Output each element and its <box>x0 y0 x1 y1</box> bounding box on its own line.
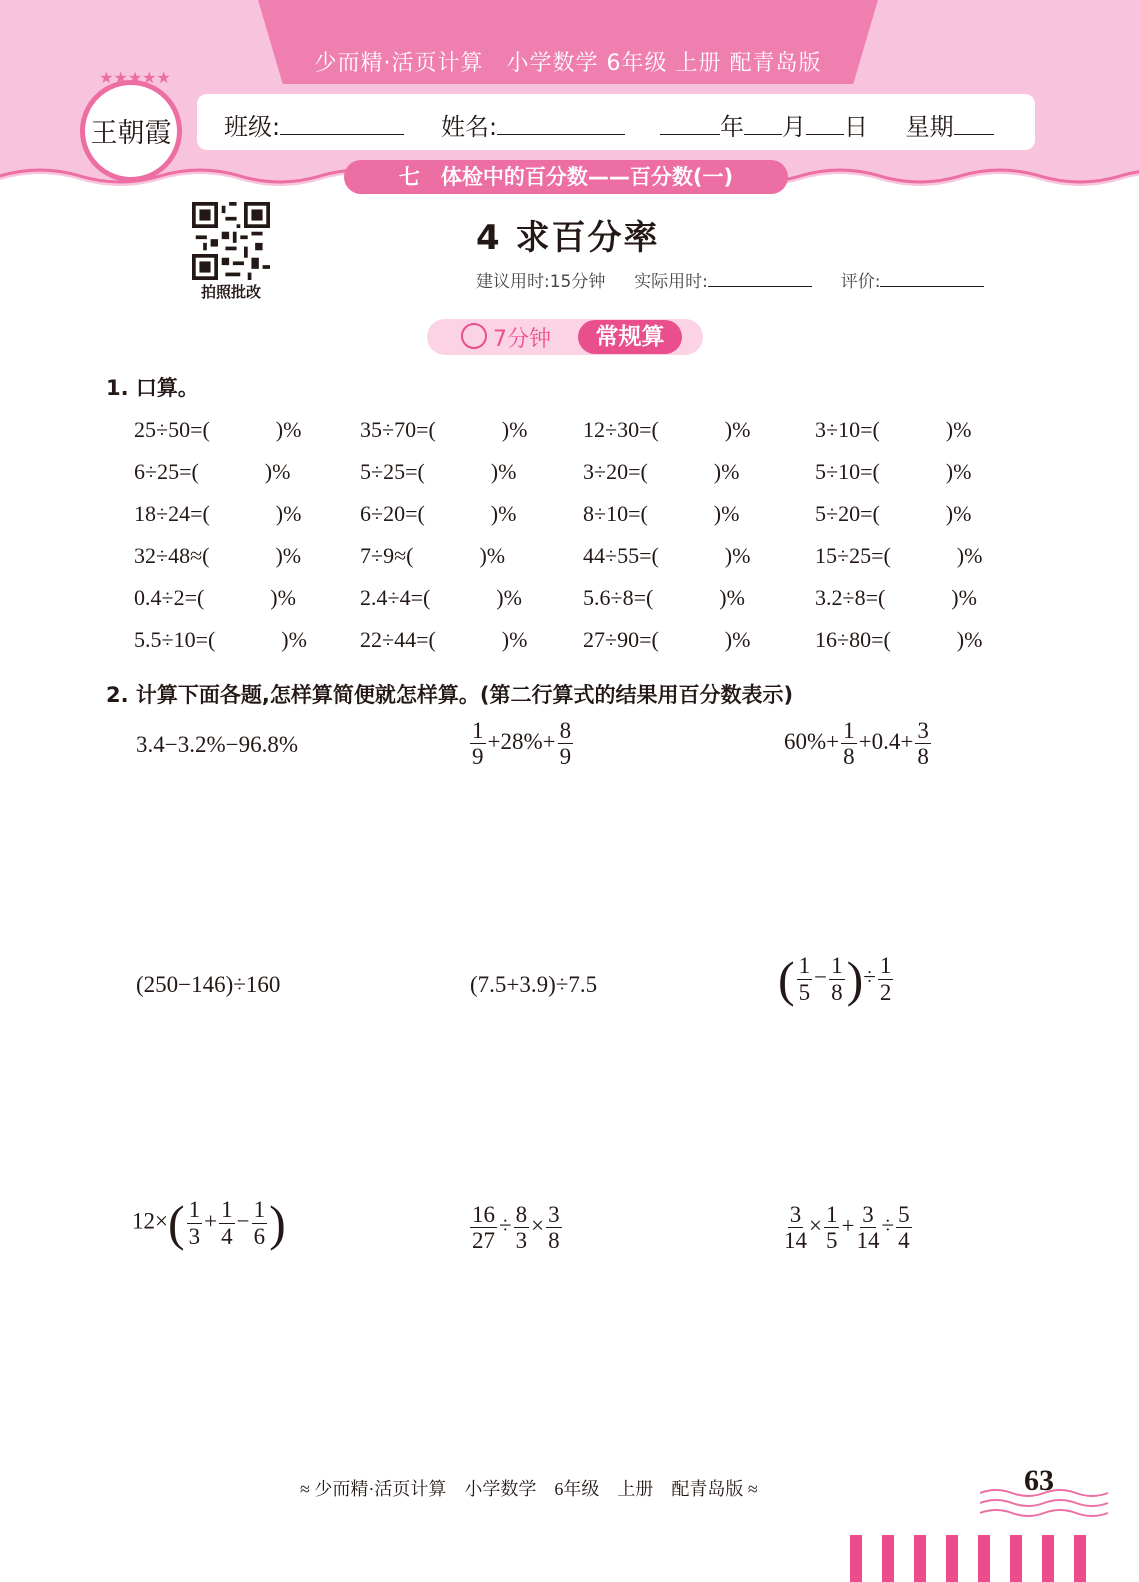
oral-item: 15÷25=( )% <box>815 543 983 568</box>
date-field[interactable] <box>660 107 994 142</box>
oral-item: 5.6÷8=( )% <box>583 585 745 610</box>
oral-item: 5.5÷10=( )% <box>134 627 307 652</box>
q2-title: 2. 计算下面各题,怎样算简便就怎样算。(第二行算式的结果用百分数表示) <box>106 683 794 707</box>
rating-field[interactable] <box>880 264 984 287</box>
expression-5: (7.5+3.9)÷7.5 <box>470 972 598 997</box>
oral-item: 5÷10=( )% <box>815 459 972 484</box>
oral-item: 5÷20=( )% <box>815 501 972 526</box>
star-icon: ★ <box>99 68 114 87</box>
section-time: 7分钟 <box>493 327 551 352</box>
expression-3: 60%+ $\frac{1}{8}$ +0.4+ $\frac{3}{8}$ <box>784 718 929 770</box>
lesson-title: 4 求百分率 <box>476 218 660 258</box>
class-label: 班级: <box>224 113 281 141</box>
series-title: 少而精·活页计算 小学数学 6年级 上册 配青岛版 <box>314 51 822 76</box>
oral-item: 32÷48≈( )% <box>134 543 302 568</box>
oral-item: 18÷24=( )% <box>134 501 302 526</box>
expression-9: $\frac{3}{14}$ × $\frac{1}{5}$ + $\frac{3}{14}$ ÷ $\frac{5}{4}$ <box>784 1202 910 1254</box>
class-field[interactable] <box>224 107 404 142</box>
name-field[interactable] <box>441 107 625 142</box>
section-tag: 常规算 <box>578 320 682 354</box>
expression-6: ( $\frac{1}{5}$ − $\frac{1}{8}$ )÷ $\frac{1}{2}$ <box>778 951 892 1007</box>
q1-title: 1. 口算。 <box>106 376 199 400</box>
expression-8: $\frac{16}{27}$ ÷ $\frac{8}{3}$ × $\frac{3}{8}$ <box>472 1202 560 1254</box>
time-row <box>476 264 984 292</box>
footer-text: ≈ 少而精·活页计算 小学数学 6年级 上册 配青岛版 ≈ <box>300 1479 758 1499</box>
oral-item: 25÷50=( )% <box>134 417 302 442</box>
oral-item: 16÷80=( )% <box>815 627 983 652</box>
oral-item: 12÷30=( )% <box>583 417 751 442</box>
unit-banner: 七 体检中的百分数——百分数(一) <box>344 160 788 194</box>
name-label: 姓名: <box>441 113 498 141</box>
oral-item: 0.4÷2=( )% <box>134 585 296 610</box>
expression-1: 3.4−3.2%−96.8% <box>136 732 299 757</box>
star-icon: ★ <box>113 68 128 87</box>
logo-stars <box>90 68 180 87</box>
oral-item: 7÷9≈( )% <box>360 543 506 568</box>
page-number: 63 <box>1024 1464 1054 1497</box>
qr-label: 拍照批改 <box>200 283 261 301</box>
month-label: 月 <box>782 113 806 141</box>
oral-item: 6÷20=( )% <box>360 501 517 526</box>
expression-4: (250−146)÷160 <box>136 972 281 997</box>
day-label: 日 <box>844 113 868 141</box>
oral-item: 22÷44=( )% <box>360 627 528 652</box>
suggested-time: 建议用时:15分钟 <box>476 272 606 292</box>
publisher-logo <box>80 80 182 182</box>
footer-wave-lines <box>980 1485 1110 1525</box>
oral-item: 3÷10=( )% <box>815 417 972 442</box>
star-icon: ★ <box>142 68 157 87</box>
actual-time-label: 实际用时: <box>634 272 708 292</box>
star-icon: ★ <box>127 68 143 87</box>
oral-item: 3.2÷8=( )% <box>815 585 977 610</box>
oral-item: 8÷10=( )% <box>583 501 740 526</box>
year-label: 年 <box>720 113 744 141</box>
oral-item: 27÷90=( )% <box>583 627 751 652</box>
oral-item: 2.4÷4=( )% <box>360 585 522 610</box>
expression-2: $\frac{1}{9}$ +28%+ $\frac{8}{9}$ <box>472 718 572 770</box>
weekday-label: 星期 <box>905 113 954 141</box>
footer-stripes <box>850 1535 1090 1582</box>
star-icon: ★ <box>156 68 171 87</box>
logo-text: 王朝霞 <box>90 118 172 149</box>
clock-icon <box>461 323 487 349</box>
qr-code-icon[interactable] <box>192 202 270 280</box>
rating-label: 评价: <box>840 272 881 292</box>
oral-item: 35÷70=( )% <box>360 417 528 442</box>
oral-item: 6÷25=( )% <box>134 459 291 484</box>
section-pill <box>427 319 703 355</box>
oral-item: 44÷55=( )% <box>583 543 751 568</box>
expression-7: 12×( $\frac{1}{3}$ + $\frac{1}{4}$ − $\frac{1}{6}$ ) <box>132 1195 286 1251</box>
actual-time-field[interactable] <box>708 264 812 287</box>
oral-item: 3÷20=( )% <box>583 459 740 484</box>
oral-item: 5÷25=( )% <box>360 459 517 484</box>
